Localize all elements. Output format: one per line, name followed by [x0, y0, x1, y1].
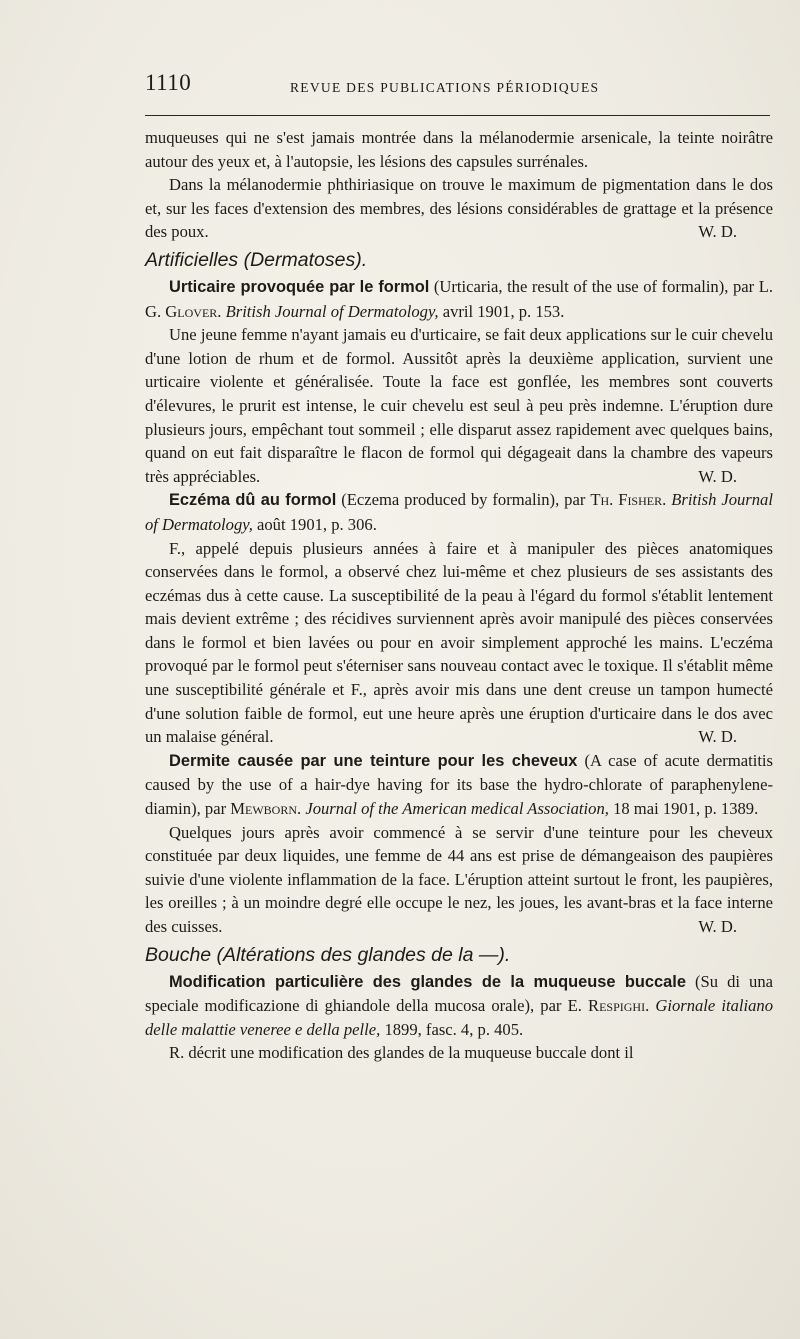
- section-heading-bouche: Bouche (Altérations des glandes de la —).: [145, 943, 511, 966]
- paragraph-text: Dans la mélanodermie phthiriasique on trouve le maximum de pigmentation dans le dos et, sur les faces d'extension des membres, des lésions considérables de grattage et la présence des poux.: [145, 175, 773, 242]
- ref-text: (Eczema produced by formalin), par: [341, 490, 586, 510]
- article-reference: [145, 749, 773, 821]
- article-body: [145, 323, 773, 488]
- author-name: Mewborn.: [230, 799, 302, 819]
- signature: W. D.: [698, 222, 737, 242]
- journal-name: British Journal of Dermatology,: [225, 301, 439, 321]
- ref-text: avril 1901, p. 153.: [442, 301, 565, 321]
- article-reference: [145, 488, 773, 536]
- ref-text: (A case of acute dermatitis caused by the use of a hair-dye having for its base the hydro-chlorate of paraphenylene-diamin), par: [145, 750, 773, 819]
- article-reference: [145, 275, 773, 323]
- body-text: Quelques jours après avoir commencé à se servir d'une teinture pour les cheveux constituée par deux liquides, une femme de 44 ans est prise de démangeaison des paupières suivie d'une violente inflammation de la face. L'éruption atteint surtout le front, les paupières, les oreilles ; à un moindre degré elle occupe le nez, les joues, les avant-bras et la face interne des cuisses.: [145, 822, 773, 936]
- ref-text: 1899, fasc. 4, p. 405.: [384, 1019, 524, 1039]
- journal-name: Journal of the American medical Association,: [305, 799, 609, 819]
- signature: W. D.: [698, 466, 737, 486]
- ref-text: (Su di una speciale modificazione di ghiandole della mucosa orale), par E.: [145, 971, 773, 1016]
- body-text: Une jeune femme n'ayant jamais eu d'urticaire, se fait deux applications sur le cuir chevelu d'une lotion de rhum et de formol. Aussitôt après la deuxième application, survient une urticaire violente et généralisée. Toute la face est gonflée, les membres sont couverts d'élevures, le prurit est intense, le cuir chevelu est seul à peu près indemne. L'éruption dure plusieurs jours, empêchant tout sommeil ; elle disparut assez rapidement avec quelques bains, quand on eut fait disparaître le flacon de formol qui dégageait dans la chambre des vapeurs très appréciables.: [145, 325, 773, 486]
- paragraph: muqueuses qui ne s'est jamais montrée dans la mélanodermie arsenicale, la teinte noirâtre autour des yeux et, à l'autopsie, les lésions des capsules surrénales.: [145, 128, 773, 171]
- body-text: F., appelé depuis plusieurs années à faire et à manipuler des pièces anatomiques conservées dans le formol, a observé chez lui-même et chez plusieurs de ses assistants des eczémas dus à cette cause. La susceptibilité de la peau à l'égard du formol s'établit lentement mais devient extrême ; des récidives surviennent après avoir manipulé des pièces conservées dans le formol et bien lavées ou pour en avoir simplement approché les mains. L'eczéma provoqué par le formol peut s'éterniser sans nouveau contact avec le toxique. Il s'établit même une susceptibilité générale et F., après avoir mis dans une dent creuse un tampon humecté d'une solution faible de formol, eut une heure après une éruption d'urticaire dans le dos avec un malaise général.: [145, 538, 773, 747]
- signature: W. D.: [698, 727, 737, 747]
- signature: W. D.: [698, 917, 737, 936]
- article-body: R. décrit une modification des glandes de la muqueuse buccale dont il: [169, 1043, 634, 1063]
- ref-text: (Urticaria, the result of the use of formalin), par L. G.: [145, 276, 773, 321]
- article-body: [145, 821, 773, 939]
- paragraph: [145, 173, 773, 244]
- header-rule: [145, 115, 770, 116]
- ref-text: août 1901, p. 306.: [257, 514, 377, 534]
- article-body: [145, 537, 773, 749]
- article-reference: [145, 970, 773, 1042]
- section-heading-artificielles: Artificielles (Dermatoses).: [145, 248, 368, 271]
- journal-name: British Journal of Dermatology,: [145, 490, 773, 534]
- article-title: Modification particulière des glandes de la muqueuse buccale: [169, 972, 686, 991]
- journal-name: Giornale italiano delle malattie veneree e della pelle,: [145, 996, 774, 1039]
- author-name: Glover.: [165, 301, 222, 321]
- article-title: Urticaire provoquée par le formol: [169, 277, 430, 296]
- running-head: REVUE DES PUBLICATIONS PÉRIODIQUES: [290, 80, 600, 95]
- page-body: [145, 126, 773, 1065]
- page-header: [145, 70, 770, 100]
- author-name: Th. Fisher.: [590, 490, 667, 510]
- author-name: Respighi.: [588, 996, 650, 1016]
- article-title: Eczéma dû au formol: [169, 491, 337, 510]
- ref-text: 18 mai 1901, p. 1389.: [613, 799, 759, 819]
- page-number: 1110: [145, 70, 192, 95]
- article-title: Dermite causée par une teinture pour les cheveux: [169, 751, 578, 770]
